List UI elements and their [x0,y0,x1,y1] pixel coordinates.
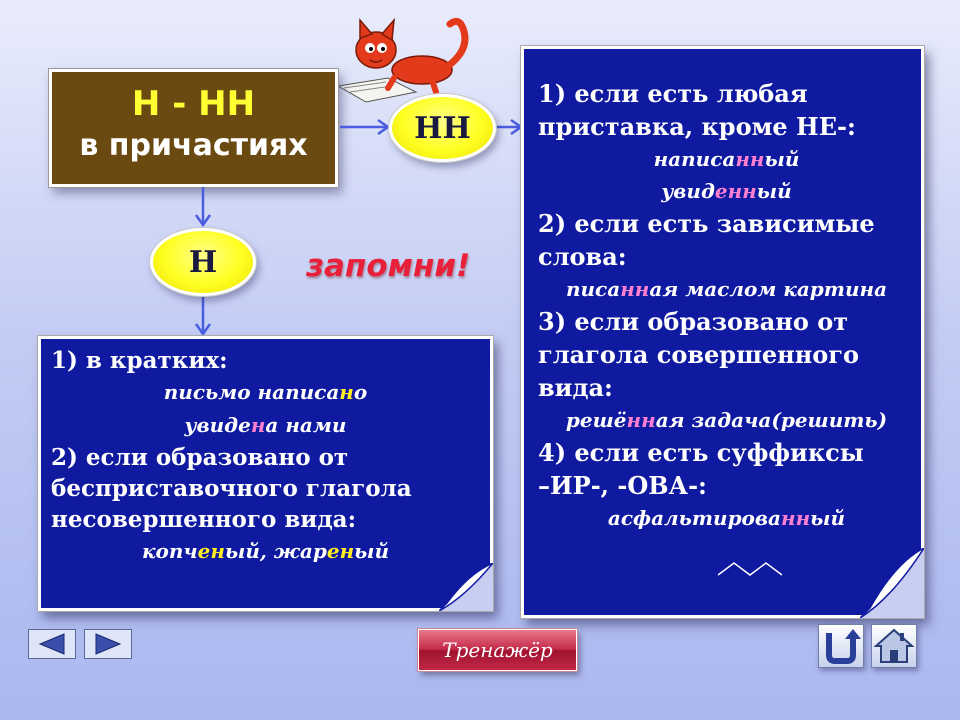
single-n-badge: Н [150,228,256,296]
topic-title-box [49,69,338,187]
trainer-button[interactable]: Тренажёр [418,629,577,671]
single-n-rules-card [38,336,493,611]
rule-suffixes-list: –ИР-, -ОВА-: [538,471,707,500]
remember-label: запомни! [306,248,471,284]
example-line: увидена нами [184,413,347,437]
rule-dependent-words: 2) если есть зависимые слова: [538,209,875,271]
next-slide-button[interactable] [84,629,132,659]
example-line: написанный [653,147,800,171]
example-line: асфальтированный [607,506,846,530]
rule-imperfective: 2) если образовано от бесприставочного глагола несовершенного вида: [51,444,412,533]
home-icon [872,625,916,667]
example-line: писанная маслом картина [565,277,888,301]
rule-prefix: 1) если есть любая приставка, кроме НЕ-: [538,79,856,141]
arrow-to-n-icon [194,187,212,229]
double-n-rules-card [521,46,924,618]
example-line: решённая задача(решить) [565,408,888,432]
home-button[interactable] [871,624,917,668]
page-curl-icon [860,548,924,618]
example-line: копченый, жареный [141,539,390,563]
example-line: письмо написано [163,380,368,404]
example-line: увиденный [661,179,792,203]
page-curl-icon [439,563,493,611]
arrow-to-nn-icon [340,118,394,136]
rule-suffixes: 4) если есть суффиксы [538,438,864,467]
double-n-badge: НН [389,94,496,162]
previous-slide-button[interactable] [28,629,76,659]
suffix-caret-marks [716,561,786,577]
topic-subtitle: в причастиях [79,128,308,163]
topic-title: Н - НН [131,84,256,124]
arrow-n-to-card-icon [194,296,212,338]
cat-reading-book-illustration [330,8,480,108]
rule-short-form: 1) в кратких: [51,347,228,374]
return-arrow-icon [819,625,863,667]
return-button[interactable] [818,624,864,668]
rule-perfective: 3) если образовано от глагола совершенного вида: [538,307,859,402]
